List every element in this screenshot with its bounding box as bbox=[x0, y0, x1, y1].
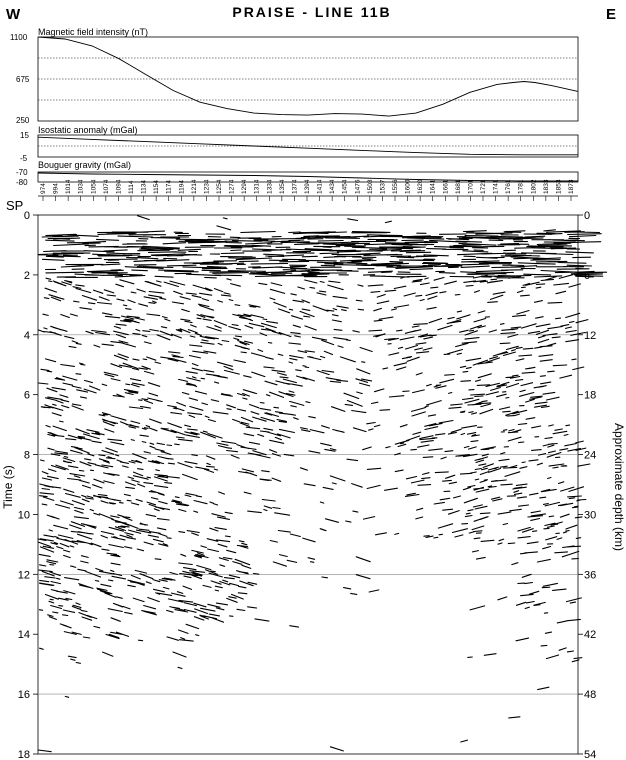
time-tick-label: 12 bbox=[17, 569, 30, 582]
east-label: E bbox=[606, 6, 617, 23]
depth-tick-label: 48 bbox=[584, 689, 597, 702]
sp-tick-label: 1334 bbox=[266, 179, 274, 194]
time-tick-label: 4 bbox=[23, 329, 30, 342]
sp-tick-label: 1094 bbox=[115, 179, 123, 194]
sp-tick-label: 1054 bbox=[90, 179, 98, 194]
sp-tick-label: 1701 bbox=[467, 179, 475, 194]
seismic-reflections bbox=[38, 216, 607, 752]
depth-tick-label: 0 bbox=[584, 210, 591, 222]
sp-tick-label: 1194 bbox=[178, 180, 186, 194]
sp-tick-label: 1600 bbox=[404, 179, 412, 194]
depth-tick-label: 30 bbox=[584, 509, 597, 522]
isostatic-panel-title: Isostatic anomaly (mGal) bbox=[38, 125, 138, 135]
west-label: W bbox=[6, 6, 21, 23]
sp-tick-label: 1620 bbox=[417, 179, 425, 194]
time-tick-label: 14 bbox=[17, 629, 30, 642]
sp-tick-label: 1721 bbox=[480, 179, 487, 194]
time-tick-label: 16 bbox=[17, 689, 30, 702]
sp-tick-label: 1294 bbox=[241, 179, 249, 194]
magnetic-ytick-max: 1100 bbox=[10, 33, 28, 42]
depth-tick-label: 54 bbox=[584, 749, 597, 760]
magnetic-ytick-min: 250 bbox=[16, 116, 30, 125]
depth-tick-label: 42 bbox=[584, 629, 597, 642]
sp-tick-label: 1254 bbox=[216, 179, 223, 194]
sp-tick-label: 1274 bbox=[228, 179, 236, 194]
depth-tick-label: 12 bbox=[584, 329, 597, 342]
sp-tick-label: 1014 bbox=[65, 179, 73, 194]
sp-tick-label: 1114 bbox=[128, 180, 135, 194]
sp-label: SP bbox=[6, 198, 24, 213]
depth-tick-label: 24 bbox=[584, 449, 597, 462]
sp-tick-label: 1476 bbox=[354, 179, 362, 194]
sp-tick-label: 1873 bbox=[568, 179, 575, 194]
isostatic-ytick-min: -5 bbox=[20, 154, 28, 163]
sp-tick-label: 1741 bbox=[492, 179, 500, 194]
bouguer-ytick-max: -70 bbox=[16, 168, 28, 177]
sp-tick-label: 1374 bbox=[291, 179, 299, 194]
time-tick-label: 10 bbox=[17, 509, 30, 522]
sp-tick-label: 1661 bbox=[442, 179, 450, 194]
sp-tick-label: 1802 bbox=[530, 179, 538, 194]
sp-tick-label: 1641 bbox=[429, 179, 437, 194]
sp-tick-label: 1434 bbox=[329, 179, 337, 194]
depth-tick-label: 6 bbox=[584, 269, 591, 282]
sp-tick-label: 1781 bbox=[517, 179, 525, 194]
bouguer-panel-title: Bouguer gravity (mGal) bbox=[38, 160, 132, 170]
time-tick-label: 6 bbox=[23, 389, 30, 402]
sp-tick-label: 1314 bbox=[253, 179, 261, 194]
sp-tick-label: 1214 bbox=[190, 179, 198, 194]
sp-tick-label: 1154 bbox=[153, 180, 161, 194]
sp-tick-label: 1394 bbox=[304, 179, 311, 194]
chart-title: PRAISE - LINE 11B bbox=[232, 4, 392, 20]
sp-tick-label: 1134 bbox=[140, 180, 148, 194]
sp-tick-label: 1074 bbox=[102, 179, 110, 194]
sp-tick-label: 1414 bbox=[316, 179, 324, 194]
sp-tick-label: 994 bbox=[52, 183, 60, 194]
time-tick-label: 0 bbox=[23, 210, 30, 222]
sp-tick-label: 1833 bbox=[542, 179, 550, 194]
sp-tick-label: 1234 bbox=[203, 179, 211, 194]
depth-tick-label: 36 bbox=[584, 569, 597, 582]
depth-tick-label: 18 bbox=[584, 389, 597, 402]
sp-tick-label: 1681 bbox=[454, 179, 462, 194]
time-tick-label: 18 bbox=[17, 749, 30, 760]
panel-0-series-line bbox=[38, 37, 578, 116]
depth-axis-title: Approximate depth (km) bbox=[612, 422, 626, 552]
sp-tick-label: 1454 bbox=[341, 179, 349, 194]
sp-tick-label: 1174 bbox=[165, 180, 173, 194]
magnetic-ytick-mid: 675 bbox=[16, 75, 30, 84]
time-axis-title: Time (s) bbox=[0, 465, 15, 509]
sp-tick-label: 1556 bbox=[392, 179, 399, 194]
sp-tick-label: 1537 bbox=[379, 179, 387, 194]
sp-tick-label: 1761 bbox=[505, 179, 513, 194]
sp-tick-label: 1853 bbox=[555, 179, 563, 194]
sp-tick-label: 974 bbox=[40, 183, 47, 194]
sp-tick-label: 1503 bbox=[366, 179, 374, 194]
bouguer-ytick-min: -80 bbox=[16, 178, 28, 187]
isostatic-ytick-max: 15 bbox=[20, 131, 29, 140]
magnetic-panel-title: Magnetic field intensity (nT) bbox=[38, 27, 149, 37]
sp-tick-label: 1034 bbox=[77, 179, 85, 194]
time-tick-label: 8 bbox=[23, 449, 30, 462]
time-tick-label: 2 bbox=[23, 269, 30, 282]
sp-tick-label: 1354 bbox=[278, 179, 286, 194]
